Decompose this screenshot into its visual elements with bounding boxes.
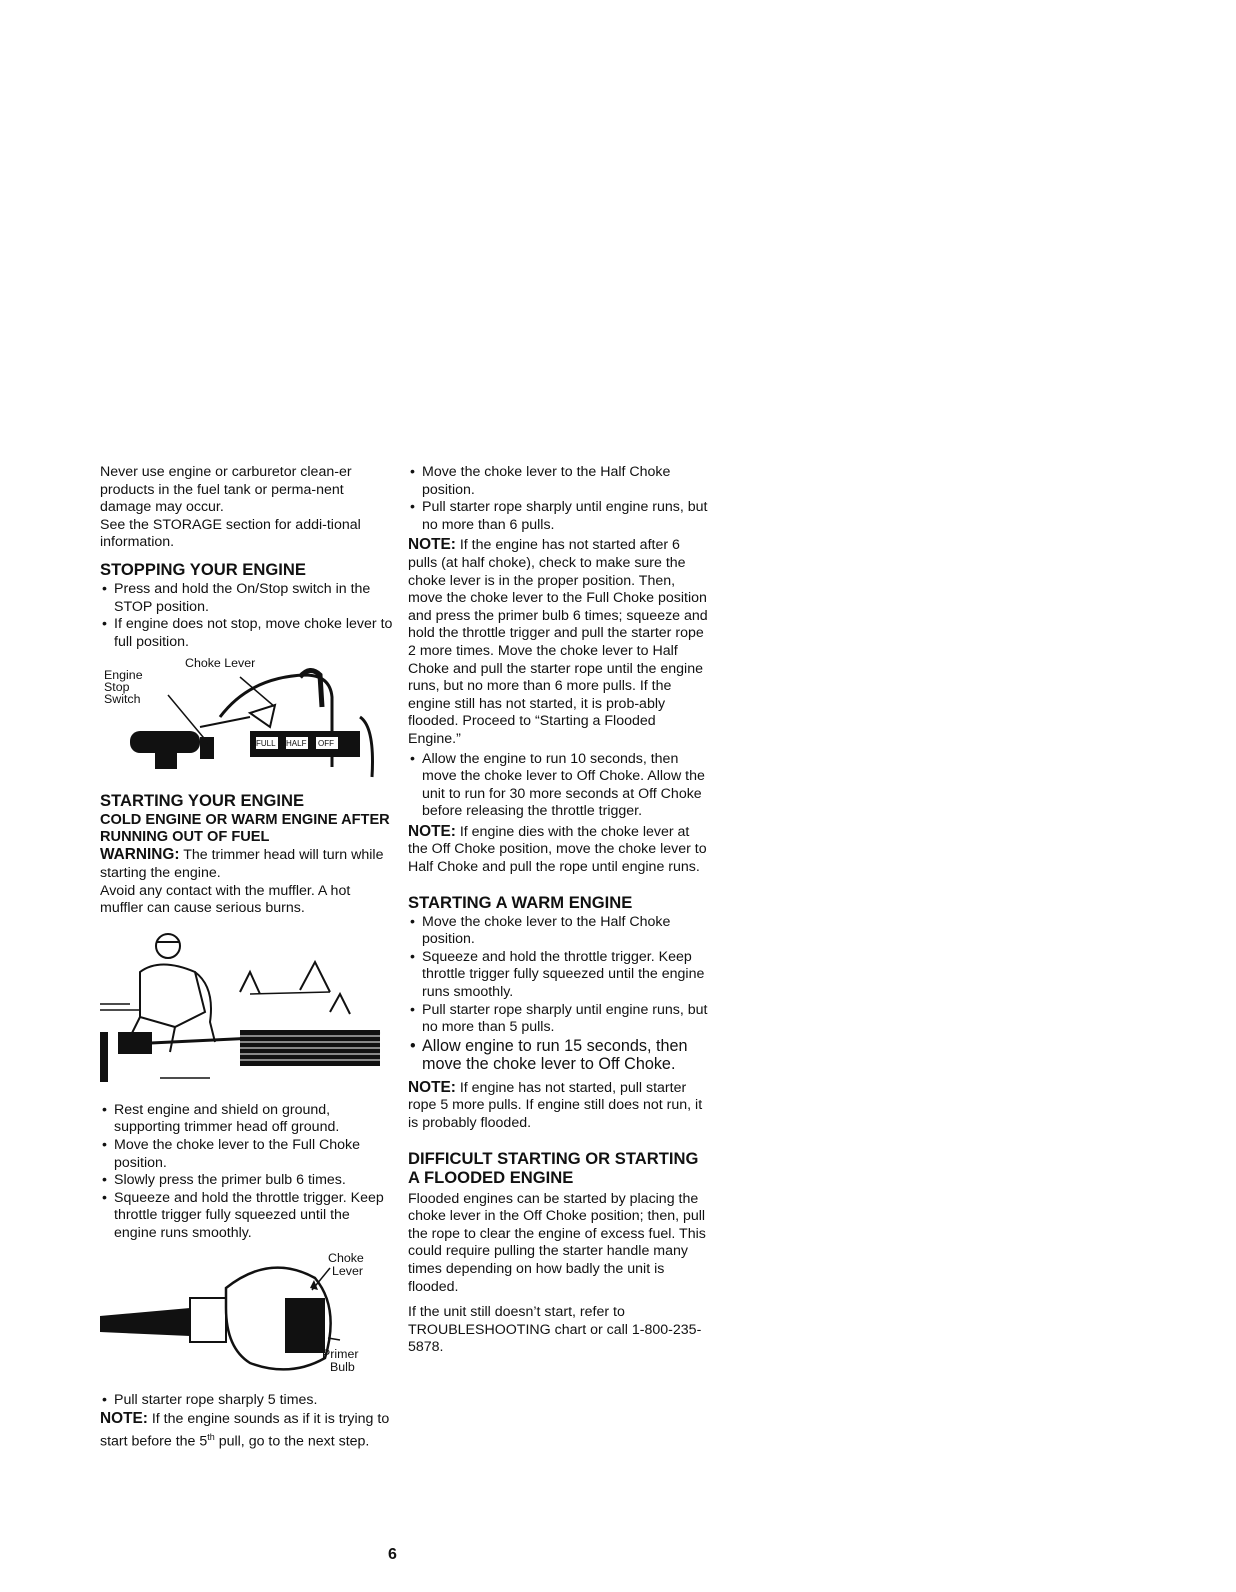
choke-primer-figure <box>100 1248 395 1388</box>
right-column <box>408 464 708 1357</box>
list-item: • Pull starter rope sharply 5 times. <box>100 1392 395 1410</box>
half-choke-label: HALF <box>286 739 307 749</box>
engine-stop-switch-label-3: Switch <box>104 692 141 707</box>
flooded-paragraph-1: Flooded engines can be started by placing the choke lever in the Off Choke position; then, pull the rope to clear the engine of excess fuel. This could require pulling the starter handle many times depending on how badly the unit is flooded. <box>408 1190 706 1295</box>
list-item: • Move the choke lever to the Full Choke position. <box>100 1137 395 1172</box>
list-item: • Pull starter rope sharply until engine runs, but no more than 6 pulls. <box>408 499 708 534</box>
note-label: NOTE: <box>408 822 456 840</box>
warning-paragraph <box>100 846 395 882</box>
choke-lever-label: Choke Lever <box>185 656 256 671</box>
list-item: • Squeeze and hold the throttle trigger. Keep throttle trigger fully squeezed until the engine runs smoothly. <box>408 949 708 1002</box>
left-column <box>100 464 395 1451</box>
note-superscript: th <box>207 1431 215 1442</box>
final-list <box>100 1392 395 1410</box>
bulb-label: Bulb <box>330 1360 355 1375</box>
list-item: • Squeeze and hold the throttle trigger. Keep throttle trigger fully squeezed until the engine runs smoothly. <box>100 1190 395 1243</box>
list-item: • Move the choke lever to the Half Choke position. <box>408 464 708 499</box>
starting-list <box>100 1102 395 1243</box>
intro-paragraph-2: See the STORAGE section for addi-tional information. <box>100 516 361 551</box>
choke-label: Choke <box>328 1251 364 1266</box>
note-label: NOTE: <box>408 536 456 554</box>
starting-position-illustration <box>100 932 390 1102</box>
page-number: 6 <box>388 1546 397 1563</box>
note-label: NOTE: <box>408 1078 456 1096</box>
starting-heading: STARTING YOUR ENGINE <box>100 791 305 811</box>
note-text-before: If the engine sounds as if it is trying to start before the 5 <box>100 1411 390 1450</box>
full-choke-label: FULL <box>256 739 276 749</box>
run-ten-seconds-list <box>408 751 708 821</box>
avoid-muffler-text: Avoid any contact with the muffler. A hot muffler can cause serious burns. <box>100 882 351 917</box>
list-item: • If engine does not stop, move choke lever to full position. <box>100 616 395 651</box>
flooded-engine-heading: DIFFICULT STARTING OR STARTING A FLOODED ENGINE <box>408 1148 699 1187</box>
intro-paragraph-1: Never use engine or carburetor clean-er products in the fuel tank or perma-nent damage may occur. <box>100 464 352 516</box>
stopping-heading: STOPPING YOUR ENGINE <box>100 559 306 579</box>
engine-stop-switch-figure <box>100 657 395 779</box>
list-item: • Press and hold the On/Stop switch in the STOP position. <box>100 581 395 616</box>
note-text: If the engine has not started after 6 pulls (at half choke), check to make sure the choke lever is in the proper position. Then, move the choke lever to the Full Choke position and press the primer bulb 6 times; squeeze and hold the throttle trigger and pull the starter rope 2 more times. Move the choke lever to Half Choke and pull the starter rope until the engine runs, but no more than 6 more pulls. If the engine still has not started, it is prob-ably flooded. Proceed to “Starting a Flooded Engine.” <box>408 537 708 747</box>
warm-engine-heading: STARTING A WARM ENGINE <box>408 892 633 912</box>
list-item: • Rest engine and shield on ground, supporting trimmer head off ground. <box>100 1102 395 1137</box>
engine-stop-switch-label-2: Stop <box>104 680 130 695</box>
note-label: NOTE: <box>100 1410 148 1428</box>
primer-label: Primer <box>322 1347 359 1362</box>
engine-stop-switch-label-1: Engine <box>104 668 143 683</box>
lever-label: Lever <box>332 1264 363 1279</box>
warning-label: WARNING: <box>100 846 180 864</box>
list-item: • Pull starter rope sharply until engine runs, but no more than 5 pulls. <box>408 1002 708 1037</box>
flooded-paragraph-2: If the unit still doesn’t start, refer to TROUBLESHOOTING chart or call 1-800-235-5878. <box>408 1304 702 1356</box>
warm-note <box>408 1079 708 1133</box>
warning-text: The trimmer head will turn while starting the engine. <box>100 847 384 881</box>
pulls-note <box>100 1410 395 1451</box>
list-item: • Allow engine to run 15 seconds, then move the choke lever to Off Choke. <box>408 1037 708 1073</box>
note-text: If engine dies with the choke lever at the Off Choke position, move the choke lever to Half Choke and pull the rope until engine runs. <box>408 823 707 876</box>
half-choke-list <box>408 464 708 534</box>
cold-engine-subheading: COLD ENGINE OR WARM ENGINE AFTER RUNNING OUT OF FUEL <box>100 812 390 846</box>
note-1 <box>408 536 708 748</box>
note-text-after: pull, go to the next step. <box>214 1433 370 1450</box>
starting-position-figure <box>100 932 395 1102</box>
off-choke-label: OFF <box>318 739 334 749</box>
stopping-list <box>100 581 395 651</box>
list-item: • Move the choke lever to the Half Choke position. <box>408 914 708 949</box>
list-item: • Slowly press the primer bulb 6 times. <box>100 1172 395 1190</box>
note-text: If engine has not started, pull starter rope 5 more pulls. If engine still does not run, it is probably flooded. <box>408 1079 703 1131</box>
note-2 <box>408 823 708 877</box>
list-item: • Allow the engine to run 10 seconds, then move the choke lever to Off Choke. Allow the unit to run for 30 more seconds at Off Choke before releasing the throttle trigger. <box>408 751 708 821</box>
warm-engine-list <box>408 914 708 1073</box>
